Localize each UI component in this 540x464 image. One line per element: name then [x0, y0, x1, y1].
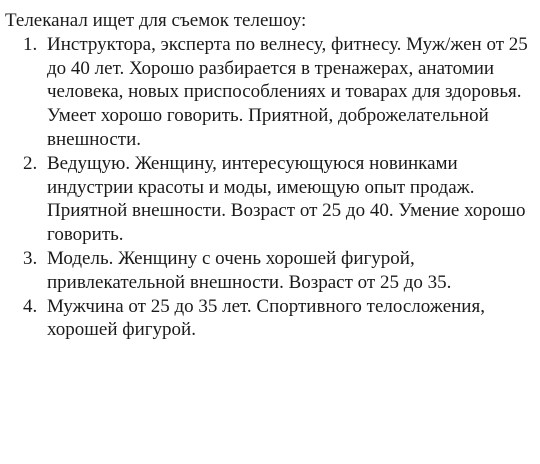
requirements-list: [5, 33, 538, 342]
list-item-text: Инструктора, эксперта по велнесу, фитнесу. Муж/жен от 25 до 40 лет. Хорошо разбирается в тренажерах, анатомии человека, новых приспособлениях и товарах для здоровья. Умеет хорошо говорить. Приятной, доброжелательной внешности.: [47, 33, 528, 150]
list-item-number: 2.: [23, 152, 38, 174]
list-item-number: 1.: [23, 33, 38, 55]
list-item-number: 4.: [23, 295, 38, 317]
list-item-text: Модель. Женщину с очень хорошей фигурой, привлекательной внешности. Возраст от 25 до 35.: [47, 247, 452, 293]
intro-text: Телеканал ищет для съемок телешоу:: [5, 10, 307, 31]
list-item-text: Мужчина от 25 до 35 лет. Спортивного телосложения, хорошей фигурой.: [47, 295, 485, 341]
document: [5, 9, 538, 342]
list-item-text: Ведущую. Женщину, интересующуюся новинками индустрии красоты и моды, имеющую опыт продаж. Приятной внешности. Возраст от 25 до 40. Умение хорошо говорить.: [47, 152, 526, 246]
list-item: [5, 295, 538, 343]
list-item: [5, 33, 538, 152]
list-item-number: 3.: [23, 247, 38, 269]
list-item: [5, 152, 538, 247]
list-item: [5, 247, 538, 295]
